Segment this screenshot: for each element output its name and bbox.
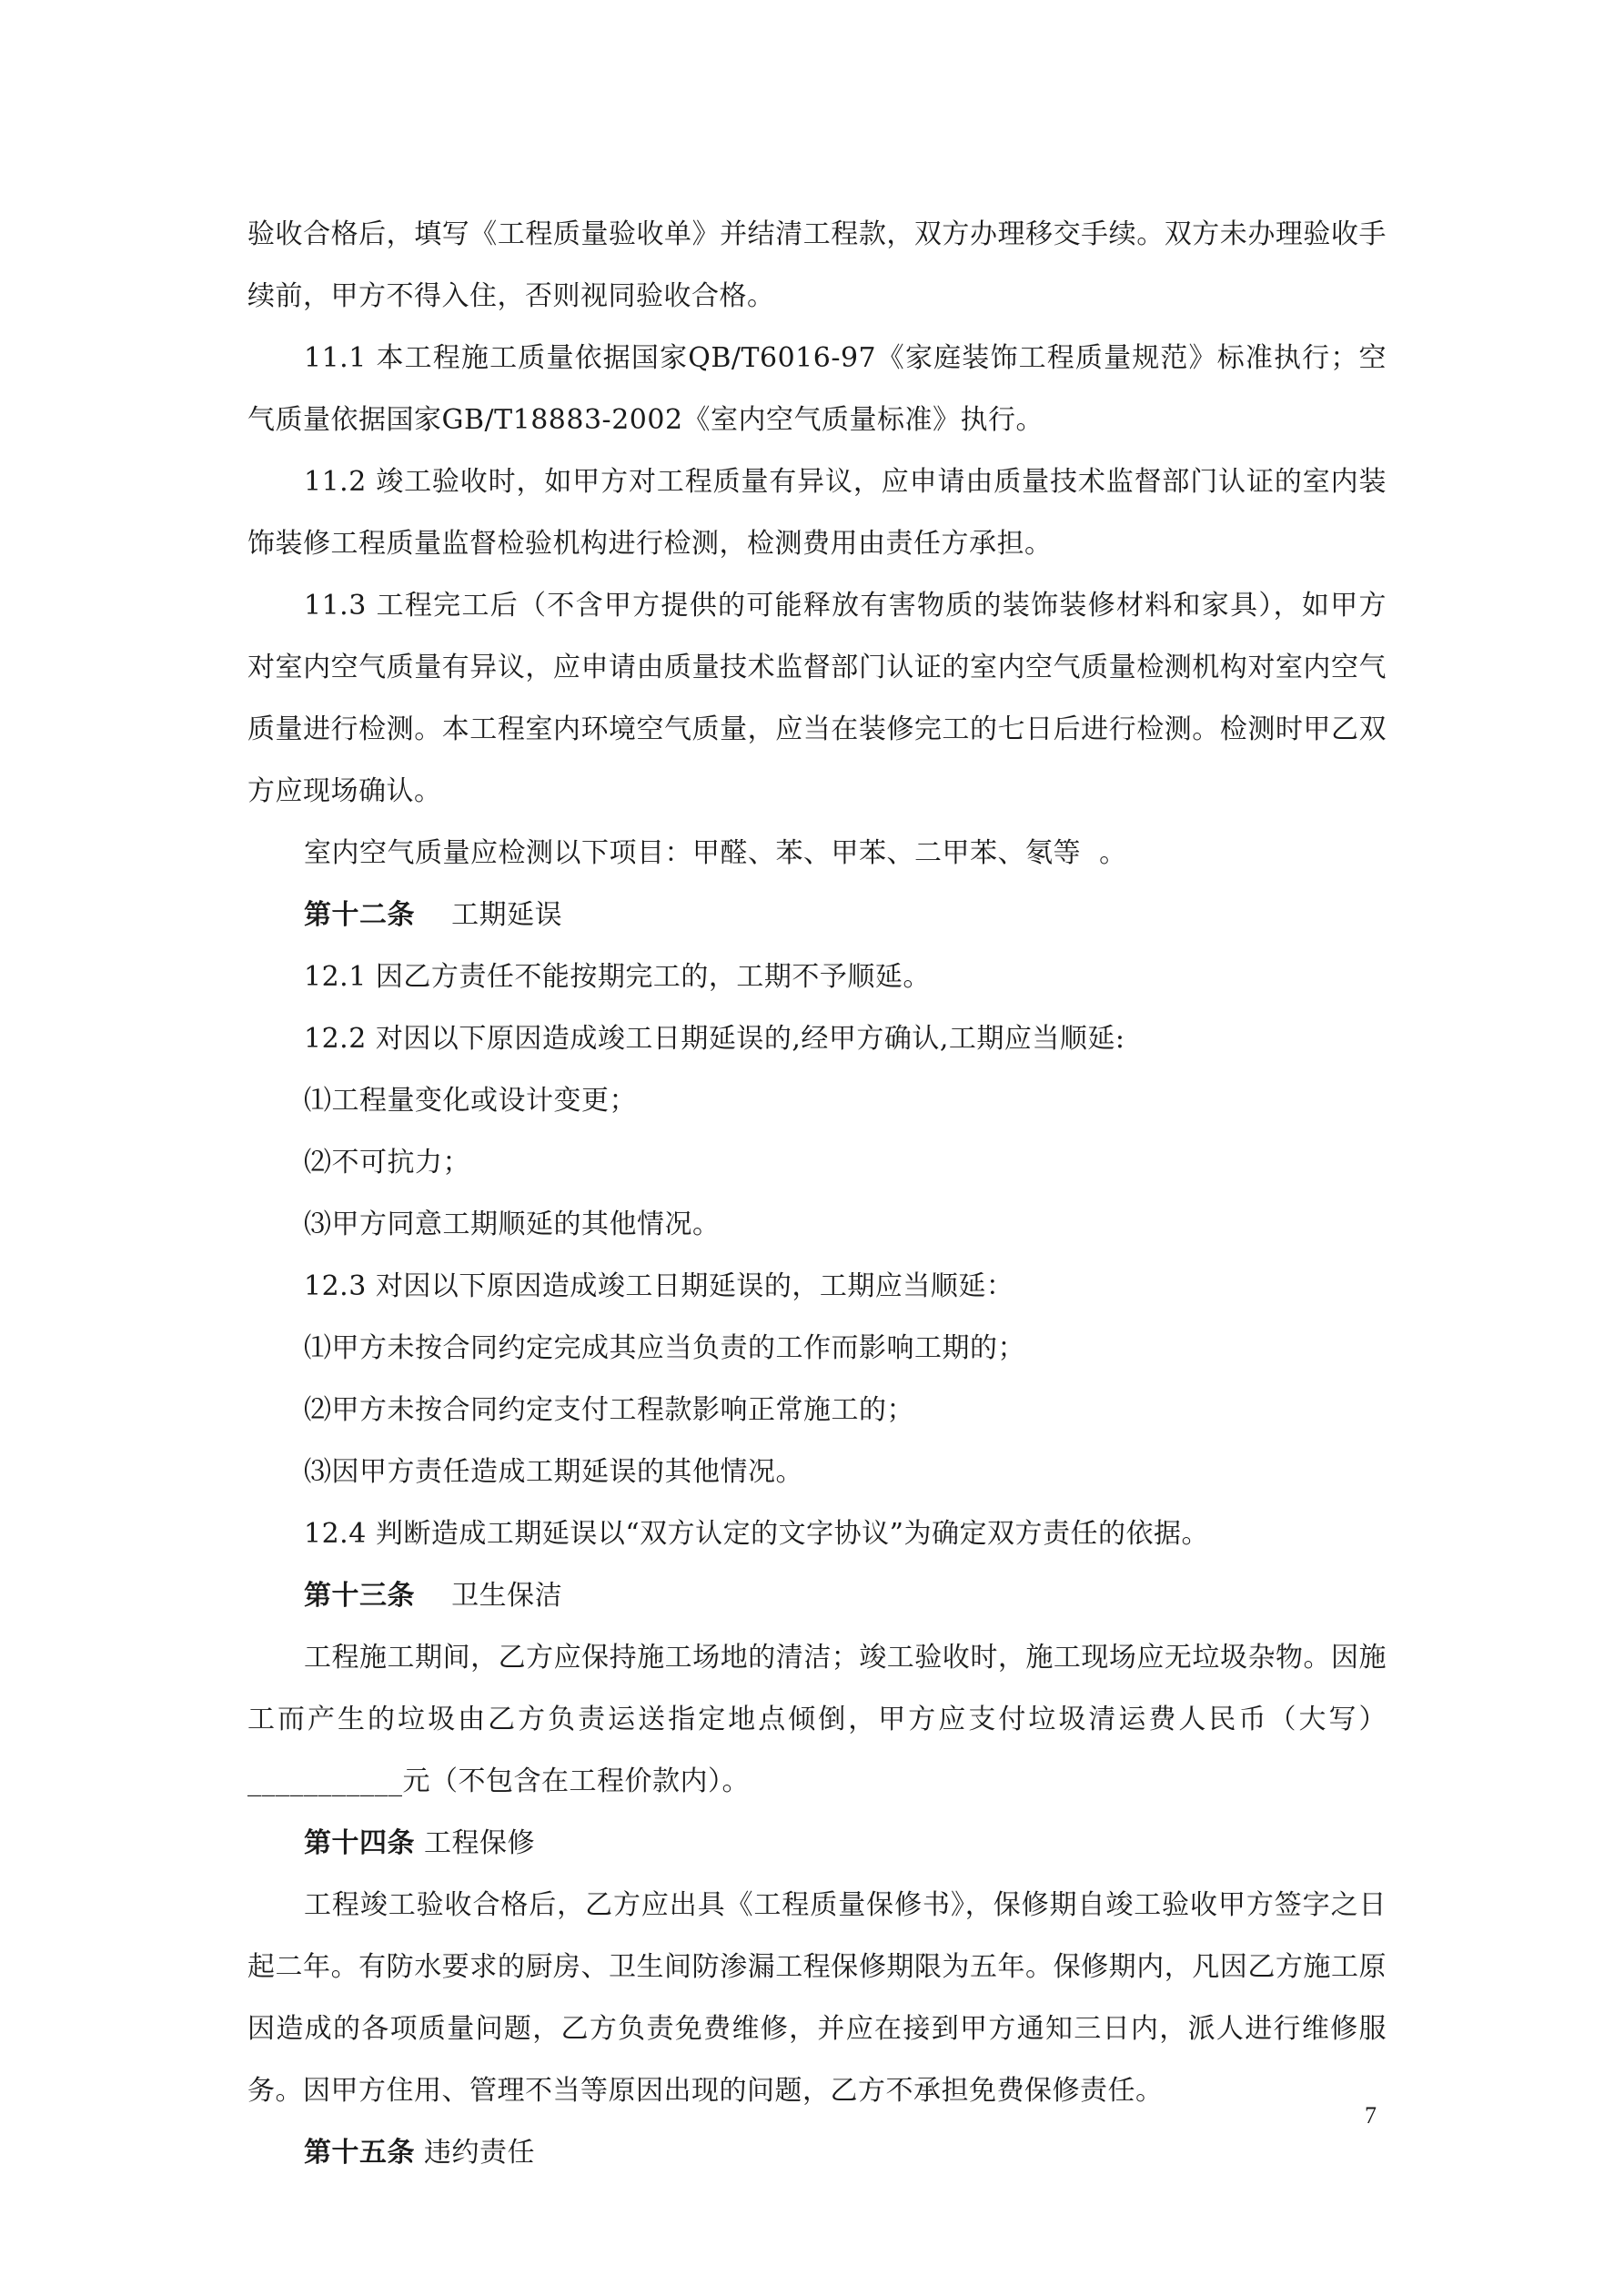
article-14-number: 第十四条: [304, 1827, 415, 1859]
article-15-number: 第十五条: [304, 2137, 415, 2169]
article-14-heading: [247, 1813, 1387, 1875]
article-13-number: 第十三条: [304, 1580, 415, 1612]
list-item-12-2-1: ⑴工程量变化或设计变更；: [304, 1085, 637, 1117]
article-15-heading: [247, 2122, 1387, 2184]
paragraph-11-3: 11.3 工程完工后（不含甲方提供的可能释放有害物质的装饰装修材料和家具），如甲方对室内空气质量有异议，应申请由质量技术监督部门认证的室内空气质量检测机构对室内空气质量进行检测。本工程室内环境空气质量，应当在装修完工的七日后进行检测。检测时甲乙双方应现场确认。: [247, 590, 1387, 807]
list-item-12-3-1: ⑴甲方未按合同约定完成其应当负责的工作而影响工期的；: [304, 1332, 1025, 1364]
paragraph-12-1: 12.1 因乙方责任不能按期完工的，工期不予顺延。: [304, 961, 931, 993]
paragraph-12-3: 12.3 对因以下原因造成竣工日期延误的，工期应当顺延：: [304, 1270, 1014, 1302]
list-item-12-2-3: ⑶甲方同意工期顺延的其他情况。: [304, 1209, 721, 1240]
paragraph-11-1: 11.1 本工程施工质量依据国家QB/T6016-97《家庭装饰工程质量规范》标准执行；空气质量依据国家GB/T18883-2002《室内空气质量标准》执行。: [247, 342, 1387, 436]
paragraph-0: 验收合格后，填写《工程质量验收单》并结清工程款，双方办理移交手续。双方未办理验收手续前，甲方不得入住，否则视同验收合格。: [247, 218, 1387, 312]
article-13-heading: [247, 1565, 1387, 1627]
paragraph-13: 工程施工期间，乙方应保持施工场地的清洁；竣工验收时，施工现场应无垃圾杂物。因施工而产生的垃圾由乙方负责运送指定地点倾倒，甲方应支付垃圾清运费人民币（大写）___________元（不包含在工程价款内）。: [247, 1642, 1387, 1797]
paragraph-14: 工程竣工验收合格后，乙方应出具《工程质量保修书》，保修期自竣工验收甲方签字之日起二年。有防水要求的厨房、卫生间防渗漏工程保修期限为五年。保修期内，凡因乙方施工原因造成的各项质量问题，乙方负责免费维修，并应在接到甲方通知三日内，派人进行维修服务。因甲方住用、管理不当等原因出现的问题，乙方不承担免费保修责任。: [247, 1889, 1387, 2107]
article-14-title: 工程保修: [415, 1827, 536, 1859]
article-12-heading: [247, 885, 1387, 946]
paragraph-12-4: 12.4 判断造成工期延误以“双方认定的文字协议”为确定双方责任的依据。: [304, 1518, 1210, 1550]
list-item-12-3-2: ⑵甲方未按合同约定支付工程款影响正常施工的；: [304, 1394, 914, 1426]
list-item-12-3-3: ⑶因甲方责任造成工期延误的其他情况。: [304, 1456, 803, 1488]
paragraph-12-2: 12.2 对因以下原因造成竣工日期延误的,经甲方确认,工期应当顺延:: [304, 1023, 1125, 1055]
article-15-title: 违约责任: [415, 2137, 536, 2169]
paragraph-air-quality-items: 室内空气质量应检测以下项目：甲醛、苯、甲苯、二甲苯、氡等 。: [304, 837, 1127, 869]
page-number: 7: [1365, 2102, 1377, 2129]
article-12-number: 第十二条: [304, 899, 415, 931]
page-body: [247, 204, 1387, 2184]
article-13-title: 卫生保洁: [415, 1580, 563, 1612]
paragraph-11-2: 11.2 竣工验收时，如甲方对工程质量有异议，应申请由质量技术监督部门认证的室内装饰装修工程质量监督检验机构进行检测，检测费用由责任方承担。: [247, 466, 1387, 560]
list-item-12-2-2: ⑵不可抗力；: [304, 1147, 470, 1178]
article-12-title: 工期延误: [415, 899, 563, 931]
